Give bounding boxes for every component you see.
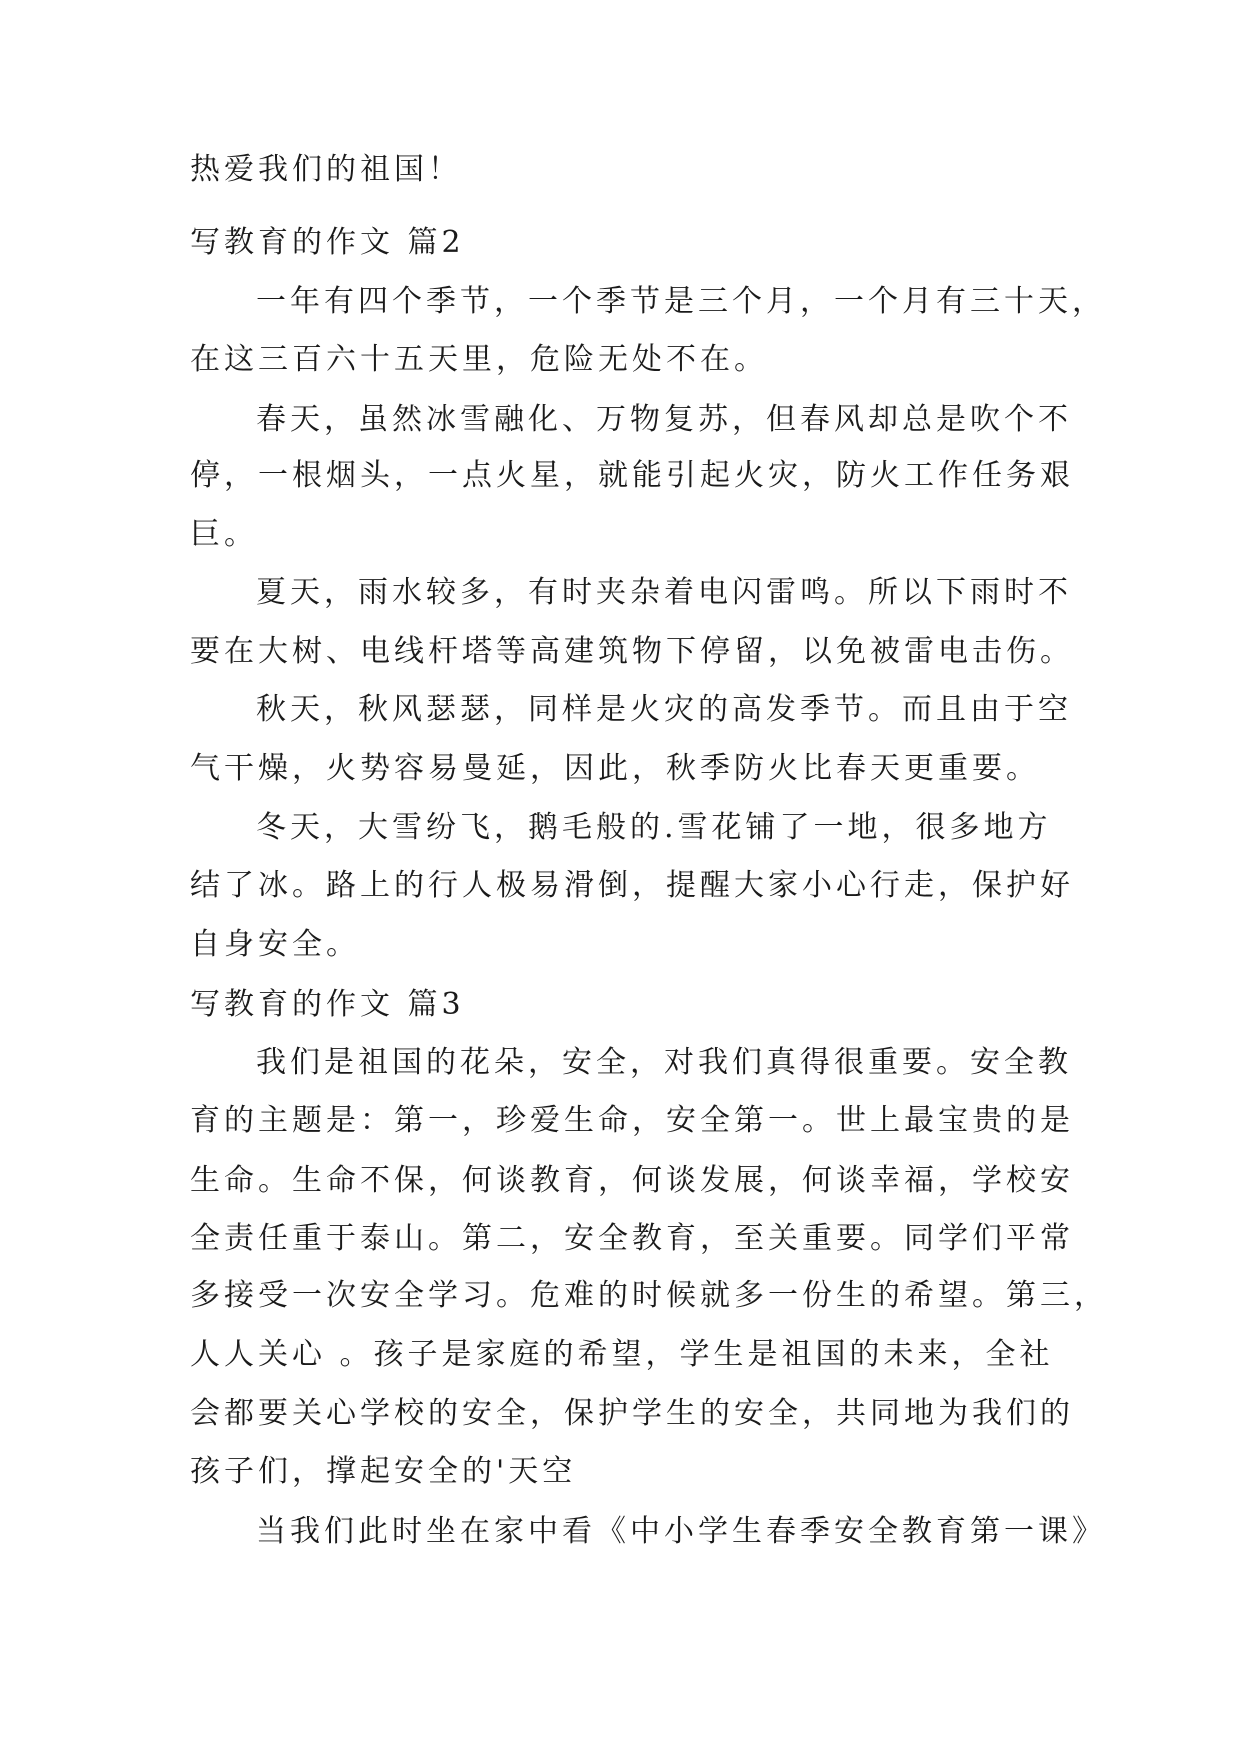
paragraph-line: 我们是祖国的花朵，安全，对我们真得很重要。安全教 (256, 1045, 1072, 1080)
paragraph-line: 停，一根烟头，一点火星，就能引起火灾，防火工作任务艰 (190, 458, 1074, 493)
paragraph-line: 自身安全。 (190, 927, 360, 962)
paragraph-line: 要在大树、电线杆塔等高建筑物下停留，以免被雷电击伤。 (190, 634, 1074, 669)
paragraph-line: 人人关心 。孩子是家庭的希望，学生是祖国的未来，全社 (190, 1337, 1054, 1372)
paragraph-line: 春天，虽然冰雪融化、万物复苏，但春风却总是吹个不 (256, 402, 1072, 437)
paragraph-line: 秋天，秋风瑟瑟，同样是火灾的高发季节。而且由于空 (256, 692, 1072, 727)
paragraph-line: 生命。生命不保，何谈教育，何谈发展，何谈幸福，学校安 (190, 1163, 1074, 1198)
paragraph-line: 当我们此时坐在家中看《中小学生春季安全教育第一课》 (256, 1514, 1106, 1549)
section-heading: 写教育的作文 篇2 (190, 225, 465, 260)
paragraph-line: 孩子们，撑起安全的'天空 (190, 1454, 577, 1489)
paragraph-line: 气干燥，火势容易曼延，因此，秋季防火比春天更重要。 (190, 751, 1040, 786)
paragraph-line: 一年有四个季节，一个季节是三个月，一个月有三十天， (256, 284, 1106, 319)
paragraph-line: 在这三百六十五天里，危险无处不在。 (190, 342, 768, 377)
paragraph-line: 全责任重于泰山。第二，安全教育，至关重要。同学们平常 (190, 1221, 1074, 1256)
text-line: 热爱我们的祖国！ (190, 152, 462, 187)
paragraph-line: 巨。 (190, 517, 258, 552)
paragraph-line: 会都要关心学校的安全，保护学生的安全，共同地为我们的 (190, 1396, 1074, 1431)
paragraph-line: 结了冰。路上的行人极易滑倒，提醒大家小心行走，保护好 (190, 868, 1074, 903)
paragraph-line: 育的主题是：第一，珍爱生命，安全第一。世上最宝贵的是 (190, 1103, 1074, 1138)
section-heading: 写教育的作文 篇3 (190, 987, 465, 1022)
paragraph-line: 多接受一次安全学习。危难的时候就多一份生的希望。第三， (190, 1278, 1108, 1313)
paragraph-line: 冬天，大雪纷飞，鹅毛般的.雪花铺了一地，很多地方 (256, 810, 1052, 845)
paragraph-line: 夏天，雨水较多，有时夹杂着电闪雷鸣。所以下雨时不 (256, 575, 1072, 610)
